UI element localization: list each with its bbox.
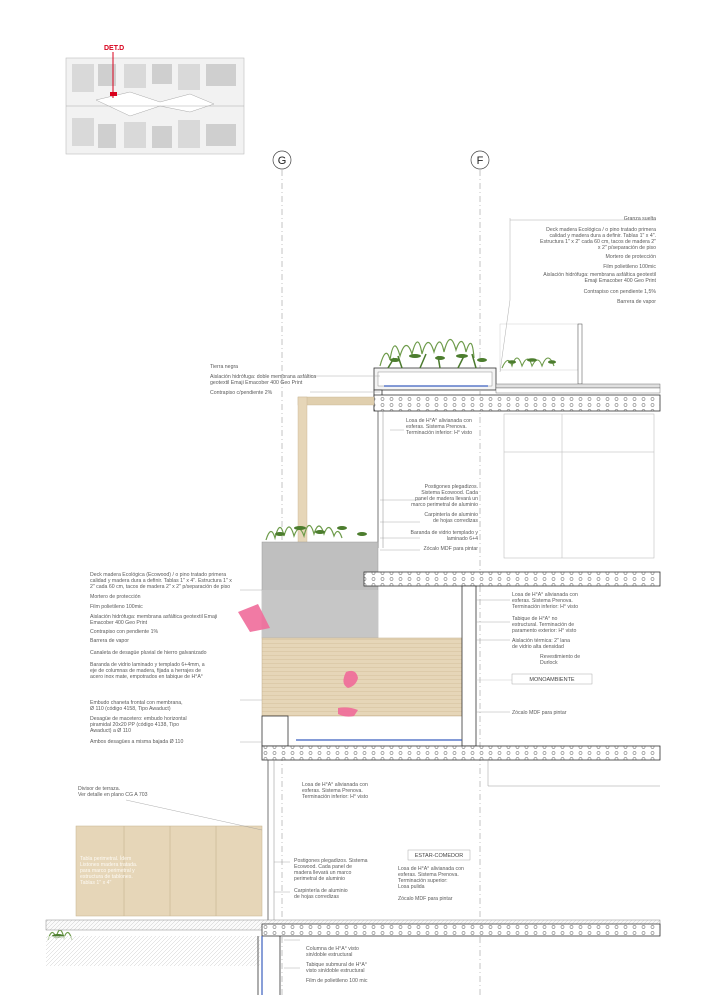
annotation-text: de hojas corredizas (294, 894, 339, 900)
annotation-text: Revestimiento de (540, 654, 581, 660)
annotation-text: Contrapiso c/pendiente 2% (210, 390, 273, 396)
annotation-text: Aislación hidrófuga: membrana asfáltica geotextil (543, 272, 656, 278)
notes-lower-slab (302, 782, 368, 800)
annotation-text: esferas. Sistema Prenova. (398, 872, 459, 878)
annotation-text: Ambos desagües a misma bajada Ø 110 (90, 739, 184, 745)
annotation-text: Aislación térmica: 2" lana (512, 638, 571, 644)
annotation-text: Losa de H°A° alivianada con (406, 418, 472, 424)
annotation-text: Tablas 1" x 4" (80, 880, 112, 886)
annotation-text: Film polietileno 100mic (90, 604, 143, 610)
upper-slab (374, 395, 660, 411)
annotation-text: esferas. Sistema Prenova. (512, 598, 573, 604)
annotation-text: Aislación hidrófuga: membrana asfáltica geotextil Emaji (90, 614, 218, 620)
annotation-text: perimetral de aluminio (294, 876, 346, 882)
annotation-text: Baranda de vidrio laminado y templado 6+4mm, a (90, 662, 205, 668)
annotation-text: x 2" p/separación de piso (597, 245, 656, 251)
notes-right-top (540, 216, 657, 305)
annotation-text: Baranda de vidrio templado y (410, 530, 478, 536)
annotation-text: Emacober 400 Geo Print (90, 620, 148, 626)
annotation-text: estructural. Terminación de (512, 622, 575, 628)
annotation-text: eje de columnas de madera, fijada a herrajes de (90, 668, 202, 674)
annotation-text: Awaduct) a Ø 110 (90, 728, 132, 734)
annotation-text: de vidrio alta densidad (512, 644, 564, 650)
annotation-text: Tabla perimetral. Ídem (80, 856, 132, 862)
annotation-text: Terminación inferior: H° visto (406, 430, 473, 436)
annotation-text: Zócalo MDF para pintar (423, 546, 478, 552)
annotation-text: para marco perimetral y (80, 868, 135, 874)
annotation-text: marco perimetral de aluminio (411, 502, 478, 508)
axis-g-label: G (277, 155, 287, 167)
annotation-text: Divisor de terraza. (78, 786, 121, 792)
tag-monoambiente (512, 674, 592, 684)
annotation-text: Mortero de protección (605, 254, 656, 260)
annotation-text: estructura de tablones. (80, 874, 133, 880)
detail-label: DET.D (104, 45, 125, 52)
annotation-text: piramidal 20x20 PP (código 4138, Tipo (90, 722, 180, 728)
annotation-text: Zócalo MDF para pintar (398, 896, 453, 902)
mid-planter (262, 525, 462, 746)
annotation-text: Tabique de H°A° no (512, 616, 558, 622)
annotation-text: Sistema Ecowood. Cada (421, 490, 478, 496)
ground-fill (46, 936, 260, 966)
notes-bottom (306, 946, 368, 984)
notes-slab-upper (406, 418, 472, 436)
annotation-text: Durlock (540, 660, 558, 666)
annotation-text: madera llevará un marco (294, 870, 352, 876)
annotation-text: esferas. Sistema Prenova. (406, 424, 467, 430)
annotation-text: Mortero de protección (90, 594, 141, 600)
annotation-text: Aislación hidrófuga: doble membrana asfáltica (210, 374, 317, 380)
annotation-text: Terminación inferior: H° visto (512, 604, 579, 610)
annotation-text: Ecowood. Cada panel de (294, 864, 352, 870)
annotation-text: Deck madera Ecológica / o pino tratado primera (546, 227, 656, 233)
notes-lower-left (78, 786, 148, 798)
annotation-text: Desagüe de macetero: embudo horizontal (90, 716, 187, 722)
annotation-text: laminado 6+4 (446, 536, 478, 542)
annotation-text: Ver detalle en plano CG A 703 (78, 792, 148, 798)
notes-lower-right (398, 866, 464, 902)
annotation-text: Listones madera tratada. (80, 862, 138, 868)
annotation-text: Barrera de vapor (617, 299, 656, 305)
notes-mid-right (512, 592, 580, 716)
annotation-text: Zócalo MDF para pintar (512, 710, 567, 716)
lower-slab (262, 924, 660, 936)
annotation-text: Emaji Emacober 400 Geo Print (584, 278, 656, 284)
upper-interior (504, 414, 654, 558)
annotation-text: Film de polietileno 100 mic (306, 978, 368, 984)
annotation-text: Terminación inferior: H° visto (302, 794, 369, 800)
annotation-text: calidad y madera dura a definir. Tablas 1" x 4". (549, 233, 656, 239)
annotation-text: Canaleta de desagüe pluvial de hierro galvanizado (90, 650, 207, 656)
mid-slab (364, 572, 660, 586)
annotation-text: de hojas corredizas (433, 518, 478, 524)
annotation-text: MONOAMBIENTE (529, 677, 575, 683)
annotation-text: esferas. Sistema Prenova. (302, 788, 363, 794)
annotation-text: Contrapiso con pendiente 1% (90, 629, 159, 635)
annotation-text: calidad y madera dura a definir. Tablas 1" x 4". Estructura 1" x (90, 578, 232, 584)
annotation-text: Losa pulida (398, 884, 425, 890)
annotation-text: panel de madera llevará un (415, 496, 478, 502)
annotation-text: Losa de H°A° alivianada con (512, 592, 578, 598)
annotation-text: Tabique submural de H°A° (306, 962, 367, 968)
annotation-text: Film polietileno 100mic (603, 264, 656, 270)
notes-mid-center (411, 484, 479, 552)
mid-wall (462, 586, 476, 746)
annotation-text: Carpintería de aluminio (424, 512, 478, 518)
annotation-text: Terminación superior: (398, 878, 448, 884)
annotation-text: Losa de H°A° alivianada con (398, 866, 464, 872)
annotation-text: Barrera de vapor (90, 638, 129, 644)
mid-floor-slab (262, 746, 660, 760)
annotation-text: Postigones plegadizos. (424, 484, 478, 490)
annotation-text: Ø 110 (código 4158, Tipo Awaduct) (90, 706, 171, 712)
annotation-text: Carpintería de aluminio (294, 888, 348, 894)
annotation-text: acero inox mate, empotrados en tabique de H°A° (90, 674, 203, 680)
annotation-text: 2" cada 60 cm, tacos de madera 2" x 2" p/separación de piso (90, 584, 231, 590)
annotation-text: Estructura 1" x 2" cada 60 cm, tacos de madera 2" (540, 239, 656, 245)
notes-lower-center (294, 858, 368, 900)
notes-mid-left (90, 572, 232, 745)
pergola (298, 397, 374, 547)
notes-roof-left (210, 364, 316, 396)
annotation-text: Contrapiso con pendiente 1,5% (583, 289, 656, 295)
annotation-text: Deck madera Ecológica (Ecowood) / o pino tratado primera (90, 572, 227, 578)
annotation-text: sin/doble estructural (306, 952, 353, 958)
annotation-text: visto sin/doble estructural (306, 968, 365, 974)
axis-f-label: F (476, 155, 484, 167)
annotation-text: Losa de H°A° alivianada con (302, 782, 368, 788)
tag-estar-comedor (408, 850, 470, 860)
annotation-text: geotextil Emaji Emacober 400 Geo Print (210, 380, 303, 386)
annotation-text: Embudo chaneta frontal con membrana, (90, 700, 183, 706)
key-plan (66, 45, 244, 154)
annotation-text: Columna de H°A° visto (306, 946, 359, 952)
annotation-text: Tierra negra (210, 364, 239, 370)
annotation-text: Granza suelta (623, 216, 656, 222)
annotation-text: Postigones plegadizos. Sistema (294, 858, 368, 864)
annotation-text: paramento exterior: H° visto (512, 628, 577, 634)
annotation-text: ESTAR-COMEDOR (414, 853, 464, 859)
